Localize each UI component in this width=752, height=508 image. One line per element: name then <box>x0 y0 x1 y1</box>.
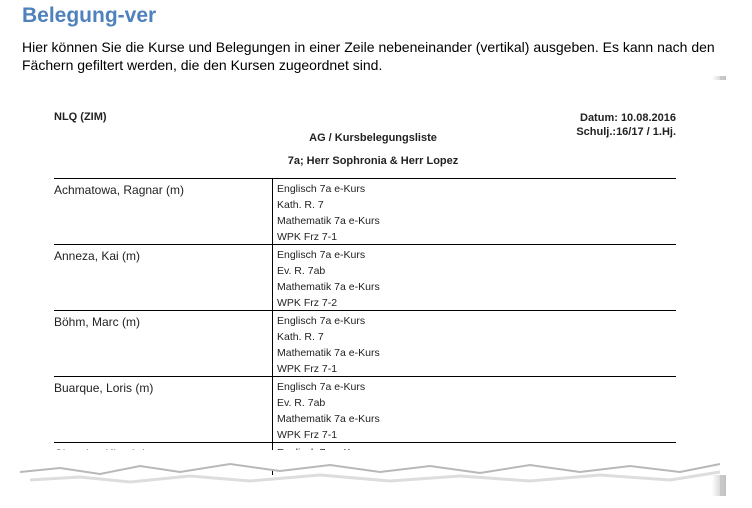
print-date: Datum: 10.08.2016 <box>580 112 676 124</box>
course-item: Englisch 7a e-Kurs <box>277 315 366 327</box>
course-item: Kath. R. 7 <box>277 199 324 211</box>
document-preview <box>20 80 726 475</box>
school-term: Schulj.:16/17 / 1.Hj. <box>576 126 676 138</box>
student-table <box>54 178 676 475</box>
course-item: Englisch 7a e-Kurs <box>277 381 366 393</box>
table-row <box>54 377 676 443</box>
course-item: Mathematik 7a e-Kurs <box>277 215 380 227</box>
table-row <box>54 311 676 377</box>
course-item: Englisch 7a e-Kurs <box>277 183 366 195</box>
course-item: Mathematik 7a e-Kurs <box>277 347 380 359</box>
course-item: Mathematik 7a e-Kurs <box>277 281 380 293</box>
course-list <box>272 245 380 310</box>
student-name: Anneza, Kai (m) <box>54 249 141 263</box>
intro-text: Hier können Sie die Kurse und Belegungen in einer Zeile nebeneinander (vertikal) ausgeben. Es kann nach den Fächern gefiltert werden, die den Kursen zugeordnet sind. <box>22 39 715 73</box>
list-title: AG / Kursbelegungsliste <box>309 132 437 144</box>
class-subtitle: 7a; Herr Sophronia & Herr Lopez <box>287 155 459 167</box>
course-list <box>272 377 380 442</box>
course-list <box>272 311 380 376</box>
course-item: Mathematik 7a e-Kurs <box>277 413 380 425</box>
course-item: Kath. R. 7 <box>277 331 324 343</box>
torn-edge-shadow <box>30 472 720 482</box>
section-heading: Belegung-ver <box>22 4 157 27</box>
course-item: WPK Frz 7-2 <box>277 297 338 309</box>
torn-paper-edge <box>20 450 726 508</box>
school-name: NLQ (ZIM) <box>54 111 107 123</box>
course-item: Ev. R. 7ab <box>277 265 326 277</box>
course-item: WPK Frz 7-1 <box>277 429 338 441</box>
table-row <box>54 245 676 311</box>
course-item: WPK Frz 7-1 <box>277 231 338 243</box>
student-name: Buarque, Loris (m) <box>54 381 154 395</box>
student-name: Böhm, Marc (m) <box>54 315 141 329</box>
course-item: Englisch 7a e-Kurs <box>277 249 366 261</box>
course-item: Ev. R. 7ab <box>277 397 326 409</box>
student-name: Achmatowa, Ragnar (m) <box>54 183 185 197</box>
course-item: WPK Frz 7-1 <box>277 363 338 375</box>
course-list <box>272 179 380 244</box>
table-row <box>54 179 676 245</box>
